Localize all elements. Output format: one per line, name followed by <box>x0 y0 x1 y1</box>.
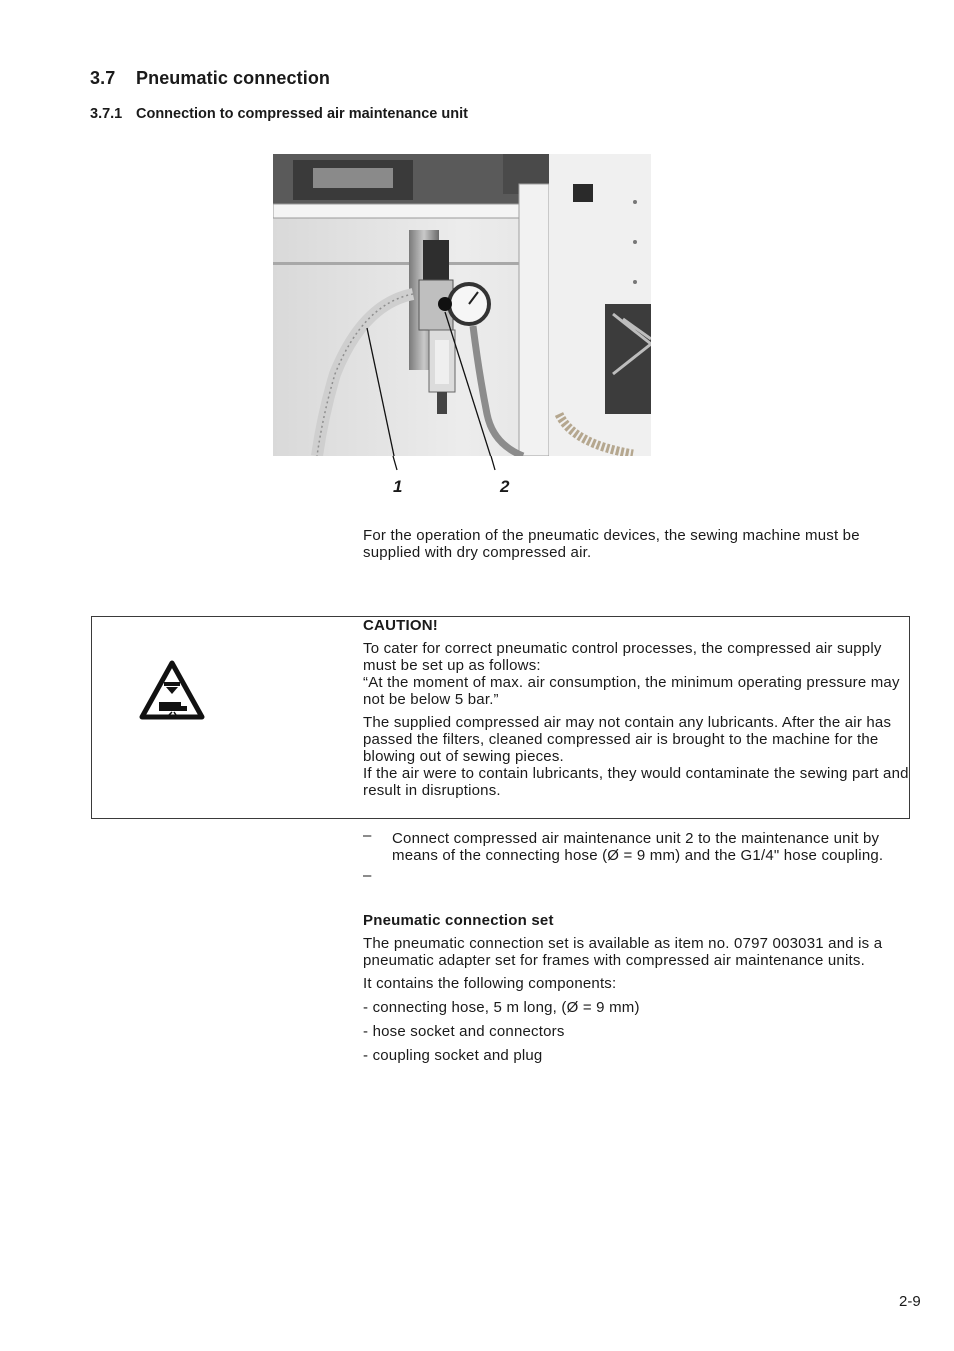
callout-1: 1 <box>393 477 403 496</box>
caution-paragraph-1: To cater for correct pneumatic control processes, the compressed air supply must be set up as follows: <box>363 640 882 674</box>
hand-injury-warning-icon <box>139 660 205 720</box>
subsection-heading <box>90 106 468 122</box>
subsection-title: Connection to compressed air maintenance unit <box>136 106 468 122</box>
subsection-number: 3.7.1 <box>90 106 123 122</box>
section-heading <box>90 68 330 89</box>
caution-paragraph-2: “At the moment of max. air consumption, the minimum operating pressure may not be below 5 bar.” <box>363 674 900 708</box>
section-title: Pneumatic connection <box>136 68 331 88</box>
caution-title: CAUTION! <box>363 617 438 634</box>
connection-set-paragraph: The pneumatic connection set is available as item no. 0797 003031 and is a pneumatic adapter set for frames with compressed air maintenance units. <box>363 935 883 969</box>
component-item: - hose socket and connectors <box>363 1023 565 1040</box>
step-item <box>363 827 903 864</box>
page-number: 2-9 <box>899 1293 921 1310</box>
component-item: - connecting hose, 5 m long, (Ø = 9 mm) <box>363 999 640 1016</box>
step-text: Connect compressed air maintenance unit 2 to the maintenance unit by means of the connecting hose (Ø = 9 mm) and the G1/4" hose coupling. <box>392 830 884 864</box>
connection-set-section <box>363 912 903 1071</box>
step-dash: – <box>363 827 372 844</box>
caution-paragraph-4: If the air were to contain lubricants, they would contaminate the sewing part and result in disruptions. <box>363 765 909 799</box>
caution-paragraph-3: The supplied compressed air may not contain any lubricants. After the air has passed the filters, cleaned compressed air is brought to the machine for the blowing out of sewing pieces. <box>363 714 892 765</box>
instruction-steps <box>363 827 903 893</box>
maintenance-unit-photo <box>273 154 651 456</box>
section-number: 3.7 <box>90 68 116 88</box>
step-item <box>363 867 903 887</box>
component-item: - coupling socket and plug <box>363 1047 543 1064</box>
callout-2: 2 <box>500 477 510 496</box>
connection-set-paragraph: It contains the following components: <box>363 975 617 992</box>
caution-content <box>363 617 911 799</box>
intro-paragraph: For the operation of the pneumatic devices, the sewing machine must be supplied with dry compressed air. <box>363 527 860 561</box>
leader-line-extensions <box>273 456 651 472</box>
connection-set-title: Pneumatic connection set <box>363 912 554 929</box>
step-dash: – <box>363 867 372 884</box>
